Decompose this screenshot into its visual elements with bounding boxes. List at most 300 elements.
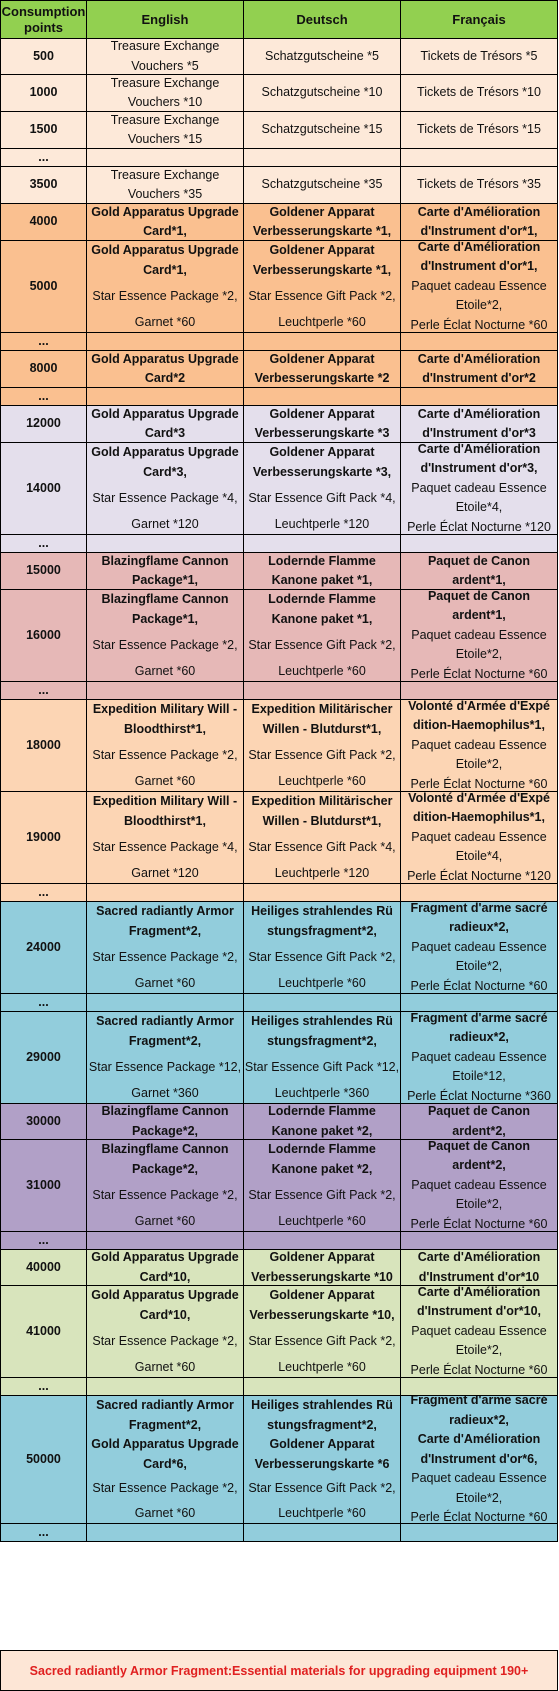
english-cell (87, 1286, 244, 1378)
deutsch-cell (244, 1250, 401, 1286)
cell-line: Garnet *120 (131, 516, 199, 531)
cell-line: Verbesserungskarte *3, (252, 464, 392, 479)
cell-line: Treasure Exchange (110, 75, 220, 90)
cell-line: Tickets de Trésors *35 (417, 177, 541, 192)
cell-line: Paquet de Canon (427, 553, 531, 568)
francais-cell (401, 1012, 558, 1104)
cell-line: Fragment*2, (128, 923, 202, 938)
cell-line: Leuchtperle *120 (274, 516, 370, 531)
cell-line: Bloodthirst*1, (124, 721, 206, 736)
cell-line: Kanone paket *2, (271, 1123, 373, 1138)
table-row (0, 204, 558, 241)
cell-line: Leuchtperle *60 (278, 1213, 366, 1228)
points-cell: 3500 (0, 167, 87, 204)
francais-cell (401, 112, 558, 149)
cell-line: Expedition Militärischer (251, 702, 393, 716)
deutsch-cell (244, 333, 401, 351)
table-row (0, 535, 558, 553)
francais-cell (401, 1524, 558, 1542)
header-english: English (87, 0, 244, 39)
deutsch-cell (244, 994, 401, 1012)
cell-line: Gold Apparatus Upgrade (91, 351, 239, 366)
cell-line: Verbesserungskarte *6 (254, 1456, 390, 1471)
cell-line: Carte d'Amélioration (417, 443, 541, 456)
deutsch-cell (244, 1012, 401, 1104)
cell-line: Treasure Exchange (110, 39, 220, 53)
cell-line: Carte d'Amélioration (417, 241, 541, 254)
cell-line: Gold Apparatus Upgrade (91, 1437, 239, 1451)
cell-line: Leuchtperle *60 (278, 1505, 366, 1520)
deutsch-cell (244, 902, 401, 994)
table-row (0, 167, 558, 204)
cell-line: d'Instrument d'or*6, (420, 1451, 538, 1466)
points-cell: 5000 (0, 241, 87, 333)
francais-cell (401, 75, 558, 112)
cell-line: Etoile*2, (455, 1343, 503, 1358)
points-cell: 1500 (0, 112, 87, 149)
cell-line: Blazingflame Cannon (101, 553, 229, 568)
cell-line: Goldener Apparat (269, 204, 375, 219)
cell-line: d'Instrument d'or*10, (416, 1304, 542, 1319)
deutsch-cell (244, 1232, 401, 1250)
points-cell: 30000 (0, 1104, 87, 1140)
cell-line: Star Essence Package *12, (88, 1059, 242, 1074)
francais-cell (401, 792, 558, 884)
cell-line: Card*3, (143, 464, 187, 479)
cell-line: Etoile*4, (455, 849, 503, 864)
cell-line: Paquet cadeau Essence (411, 480, 547, 495)
cell-line: Card*10, (139, 1307, 191, 1322)
cell-line: Expedition Military Will - (92, 794, 238, 808)
cell-line: Volonté d'Armée d'Expé (408, 792, 550, 805)
table-row (0, 39, 558, 75)
table-row (0, 553, 558, 590)
cell-line: Blazingflame Cannon (101, 592, 229, 606)
cell-line: Willen - Blutdurst*1, (262, 813, 382, 828)
points-cell: 500 (0, 39, 87, 75)
cell-line: Verbesserungskarte *2 (254, 371, 390, 385)
deutsch-cell (244, 1378, 401, 1396)
cell-line: Star Essence Package *2, (92, 637, 238, 652)
english-cell (87, 700, 244, 792)
english-cell (87, 204, 244, 241)
deutsch-cell (244, 535, 401, 553)
cell-line: Star Essence Package *2, (92, 1333, 238, 1348)
deutsch-cell (244, 1396, 401, 1524)
cell-line: Carte d'Amélioration (417, 406, 541, 421)
cell-line: d'Instrument d'or*3 (422, 426, 536, 440)
english-cell (87, 1250, 244, 1286)
english-cell (87, 1012, 244, 1104)
cell-line: Star Essence Gift Pack *2, (248, 637, 396, 652)
cell-line: Carte d'Amélioration (417, 204, 541, 219)
table-row (0, 1250, 558, 1286)
francais-cell (401, 443, 558, 535)
francais-cell (401, 1250, 558, 1286)
deutsch-cell (244, 1524, 401, 1542)
cell-line: Star Essence Package *2, (92, 288, 238, 303)
cell-line: ardent*2, (452, 1158, 506, 1173)
francais-cell (401, 204, 558, 241)
table-row (0, 590, 558, 682)
cell-line: Tickets de Trésors *15 (417, 122, 541, 137)
cell-line: Gold Apparatus Upgrade (91, 1250, 239, 1264)
cell-line: Goldener Apparat (269, 243, 375, 257)
table-row (0, 902, 558, 994)
cell-line: Carte d'Amélioration (417, 351, 541, 366)
points-cell: ... (0, 682, 87, 700)
cell-line: Tickets de Trésors *5 (420, 48, 538, 63)
english-cell (87, 39, 244, 75)
table-row (0, 75, 558, 112)
cell-line: Etoile*2, (455, 647, 503, 662)
table-row (0, 1140, 558, 1232)
deutsch-cell (244, 149, 401, 167)
cell-line: Vouchers *10 (127, 95, 203, 109)
cell-line: Paquet cadeau Essence (411, 1177, 547, 1192)
cell-line: Vouchers *15 (127, 132, 203, 146)
cell-line: stungsfragment*2, (267, 923, 377, 938)
table-row (0, 1396, 558, 1524)
cell-line: Card*10, (139, 1269, 191, 1284)
deutsch-cell (244, 443, 401, 535)
cell-line: Package*1, (131, 611, 199, 626)
table-row (0, 682, 558, 700)
table-row (0, 792, 558, 884)
cell-line: Garnet *60 (134, 1213, 196, 1228)
deutsch-cell (244, 792, 401, 884)
cell-line: Star Essence Gift Pack *2, (248, 747, 396, 762)
cell-line: Leuchtperle *60 (278, 314, 366, 329)
header-francais: Français (401, 0, 558, 39)
english-cell (87, 1378, 244, 1396)
cell-line: Paquet cadeau Essence (411, 1471, 547, 1486)
cell-line: Expedition Military Will - (92, 702, 238, 716)
cell-line: Expedition Militärischer (251, 794, 393, 808)
cell-line: ardent*2, (452, 1123, 506, 1138)
cell-line: Kanone paket *1, (271, 573, 373, 587)
cell-line: d'Instrument d'or*1, (420, 259, 538, 274)
cell-line: Verbesserungskarte *1, (252, 262, 392, 277)
points-cell: 40000 (0, 1250, 87, 1286)
table-row (0, 1286, 558, 1378)
table-row (0, 406, 558, 443)
cell-line: Package*1, (131, 573, 199, 587)
cell-line: d'Instrument d'or*3, (420, 461, 538, 476)
cell-line: Sacred radiantly Armor (96, 904, 234, 918)
cell-line: Garnet *120 (131, 865, 199, 880)
points-cell: 50000 (0, 1396, 87, 1524)
cell-line: radieux*2, (449, 1412, 509, 1427)
table-row (0, 388, 558, 406)
english-cell (87, 1396, 244, 1524)
table-row (0, 1104, 558, 1140)
cell-line: Star Essence Package *2, (92, 949, 238, 964)
points-cell: 41000 (0, 1286, 87, 1378)
table-row (0, 884, 558, 902)
points-cell: 14000 (0, 443, 87, 535)
cell-line: Star Essence Package *4, (92, 490, 238, 505)
cell-line: Perle Éclat Nocturne *120 (407, 519, 551, 534)
cell-line: Etoile*2, (455, 298, 503, 313)
cell-line: Paquet cadeau Essence (411, 278, 547, 293)
table-row (0, 1524, 558, 1542)
francais-cell (401, 1286, 558, 1378)
cell-line: Garnet *360 (131, 1085, 199, 1100)
cell-line: Willen - Blutdurst*1, (262, 721, 382, 736)
cell-line: Fragment d'arme sacré (410, 902, 548, 915)
deutsch-cell (244, 1286, 401, 1378)
table-row (0, 333, 558, 351)
cell-line: Star Essence Package *4, (92, 839, 238, 854)
points-cell: ... (0, 149, 87, 167)
cell-line: Paquet cadeau Essence (411, 829, 547, 844)
cell-line: ardent*1, (452, 608, 506, 623)
cell-line: Paquet cadeau Essence (411, 1049, 547, 1064)
cell-line: Perle Éclat Nocturne *60 (410, 776, 548, 791)
points-cell: 29000 (0, 1012, 87, 1104)
cell-line: Heiliges strahlendes Rü (251, 1398, 393, 1412)
cell-line: Card*6, (143, 1456, 187, 1471)
cell-line: Garnet *60 (134, 663, 196, 678)
cell-line: Garnet *60 (134, 1505, 196, 1520)
cell-line: Verbesserungskarte *10, (249, 1307, 395, 1322)
points-cell: 12000 (0, 406, 87, 443)
cell-line: Etoile*2, (455, 1490, 503, 1505)
table-row (0, 700, 558, 792)
cell-line: Schatzgutscheine *15 (261, 122, 383, 137)
deutsch-cell (244, 167, 401, 204)
cell-line: Verbesserungskarte *1, (252, 224, 392, 238)
francais-cell (401, 1232, 558, 1250)
cell-line: Package*2, (131, 1123, 199, 1138)
english-cell (87, 75, 244, 112)
points-cell: 18000 (0, 700, 87, 792)
francais-cell (401, 590, 558, 682)
cell-line: Star Essence Gift Pack *2, (248, 1481, 396, 1495)
cell-line: Perle Éclat Nocturne *60 (410, 1510, 548, 1524)
cell-line: Garnet *60 (134, 975, 196, 990)
cell-line: Schatzgutscheine *35 (261, 177, 383, 192)
cell-line: Goldener Apparat (269, 1288, 375, 1302)
english-cell (87, 553, 244, 590)
english-cell (87, 590, 244, 682)
deutsch-cell (244, 75, 401, 112)
points-cell: 19000 (0, 792, 87, 884)
cell-line: Goldener Apparat (269, 1250, 375, 1264)
francais-cell (401, 1140, 558, 1232)
cell-line: Paquet de Canon (427, 590, 531, 603)
francais-cell (401, 553, 558, 590)
cell-line: Sacred radiantly Armor (96, 1014, 234, 1028)
cell-line: Carte d'Amélioration (417, 1286, 541, 1299)
francais-cell (401, 700, 558, 792)
points-cell: ... (0, 535, 87, 553)
cell-line: Schatzgutscheine *5 (265, 48, 379, 63)
francais-cell (401, 39, 558, 75)
points-cell: 8000 (0, 351, 87, 388)
english-cell (87, 1104, 244, 1140)
francais-cell (401, 406, 558, 443)
cell-line: Package*2, (131, 1161, 199, 1176)
cell-line: Heiliges strahlendes Rü (251, 904, 393, 918)
english-cell (87, 1524, 244, 1542)
header-points: Consumption points (0, 0, 87, 39)
deutsch-cell (244, 39, 401, 75)
cell-line: Perle Éclat Nocturne *60 (410, 317, 548, 332)
cell-line: Treasure Exchange (110, 167, 220, 182)
table-row (0, 241, 558, 333)
footer-note: Sacred radiantly Armor Fragment:Essential materials for upgrading equipment 190+ (0, 1650, 558, 1691)
header-row (0, 0, 558, 39)
cell-line: Star Essence Gift Pack *2, (248, 1333, 396, 1348)
cell-line: Fragment d'arme sacré (410, 1012, 548, 1025)
cell-line: Verbesserungskarte *10 (251, 1269, 393, 1284)
cell-line: ardent*1, (452, 573, 506, 587)
cell-line: Gold Apparatus Upgrade (91, 406, 239, 421)
cell-line: Kanone paket *2, (271, 1161, 373, 1176)
cell-line: Perle Éclat Nocturne *60 (410, 666, 548, 681)
francais-cell (401, 535, 558, 553)
cell-line: Leuchtperle *60 (278, 975, 366, 990)
points-cell: 16000 (0, 590, 87, 682)
points-cell: ... (0, 388, 87, 406)
english-cell (87, 994, 244, 1012)
francais-cell (401, 902, 558, 994)
table-row (0, 994, 558, 1012)
francais-cell (401, 333, 558, 351)
deutsch-cell (244, 351, 401, 388)
cell-line: Carte d'Amélioration (417, 1250, 541, 1264)
cell-line: dition-Haemophilus*1, (413, 718, 545, 733)
cell-line: Paquet de Canon (427, 1140, 531, 1153)
english-cell (87, 1140, 244, 1232)
cell-line: Star Essence Gift Pack *4, (248, 490, 396, 505)
cell-line: Gold Apparatus Upgrade (91, 204, 239, 219)
cell-line: Star Essence Gift Pack *2, (248, 1187, 396, 1202)
cell-line: stungsfragment*2, (267, 1033, 377, 1048)
cell-line: Card*1, (143, 224, 187, 238)
table-row (0, 351, 558, 388)
points-cell: 4000 (0, 204, 87, 241)
cell-line: Card*2 (144, 371, 186, 385)
deutsch-cell (244, 884, 401, 902)
cell-line: Perle Éclat Nocturne *60 (410, 978, 548, 993)
points-cell: 24000 (0, 902, 87, 994)
cell-line: Perle Éclat Nocturne *60 (410, 1362, 548, 1377)
francais-cell (401, 388, 558, 406)
francais-cell (401, 351, 558, 388)
cell-line: Lodernde Flamme (268, 553, 376, 568)
table-row (0, 443, 558, 535)
cell-line: Paquet de Canon (427, 1104, 531, 1118)
points-cell: ... (0, 333, 87, 351)
english-cell (87, 149, 244, 167)
table-row (0, 112, 558, 149)
deutsch-cell (244, 590, 401, 682)
cell-line: Treasure Exchange (110, 112, 220, 127)
cell-line: Star Essence Package *2, (92, 747, 238, 762)
cell-line: Paquet cadeau Essence (411, 1323, 547, 1338)
cell-line: Etoile*2, (455, 757, 503, 772)
english-cell (87, 884, 244, 902)
deutsch-cell (244, 682, 401, 700)
cell-line: Tickets de Trésors *10 (417, 85, 541, 100)
deutsch-cell (244, 1104, 401, 1140)
cell-line: Bloodthirst*1, (124, 813, 206, 828)
francais-cell (401, 1378, 558, 1396)
cell-line: d'Instrument d'or*10 (418, 1269, 540, 1284)
english-cell (87, 443, 244, 535)
cell-line: Leuchtperle *360 (274, 1085, 370, 1100)
english-cell (87, 351, 244, 388)
cell-line: Schatzgutscheine *10 (261, 85, 383, 100)
english-cell (87, 535, 244, 553)
francais-cell (401, 241, 558, 333)
cell-line: Garnet *60 (134, 314, 196, 329)
cell-line: Star Essence Gift Pack *12, (244, 1059, 400, 1074)
cell-line: Star Essence Package *2, (92, 1187, 238, 1202)
points-cell: ... (0, 1524, 87, 1542)
cell-line: radieux*2, (449, 1030, 509, 1045)
english-cell (87, 112, 244, 149)
english-cell (87, 792, 244, 884)
francais-cell (401, 1104, 558, 1140)
deutsch-cell (244, 112, 401, 149)
francais-cell (401, 884, 558, 902)
cell-line: Paquet cadeau Essence (411, 737, 547, 752)
table-row (0, 1012, 558, 1104)
cell-line: Star Essence Gift Pack *4, (248, 839, 396, 854)
deutsch-cell (244, 1140, 401, 1232)
cell-line: Leuchtperle *60 (278, 1359, 366, 1374)
deutsch-cell (244, 700, 401, 792)
points-cell: ... (0, 884, 87, 902)
cell-line: Star Essence Gift Pack *2, (248, 949, 396, 964)
cell-line: Heiliges strahlendes Rü (251, 1014, 393, 1028)
points-cell: 31000 (0, 1140, 87, 1232)
english-cell (87, 1232, 244, 1250)
english-cell (87, 682, 244, 700)
cell-line: Lodernde Flamme (268, 1142, 376, 1156)
deutsch-cell (244, 204, 401, 241)
english-cell (87, 241, 244, 333)
cell-line: Etoile*2, (455, 959, 503, 974)
header-deutsch: Deutsch (244, 0, 401, 39)
cell-line: Blazingflame Cannon (101, 1104, 229, 1118)
table-row (0, 149, 558, 167)
points-cell: ... (0, 1232, 87, 1250)
table-row (0, 1378, 558, 1396)
english-cell (87, 406, 244, 443)
cell-line: Star Essence Gift Pack *2, (248, 288, 396, 303)
cell-line: Volonté d'Armée d'Expé (408, 700, 550, 713)
english-cell (87, 902, 244, 994)
english-cell (87, 167, 244, 204)
points-cell: ... (0, 994, 87, 1012)
deutsch-cell (244, 406, 401, 443)
cell-line: Lodernde Flamme (268, 1104, 376, 1118)
cell-line: Perle Éclat Nocturne *360 (407, 1088, 551, 1103)
cell-line: Goldener Apparat (269, 1437, 375, 1451)
cell-line: Garnet *60 (134, 1359, 196, 1374)
deutsch-cell (244, 388, 401, 406)
english-cell (87, 333, 244, 351)
cell-line: Carte d'Amélioration (417, 1432, 541, 1447)
cell-line: Vouchers *35 (127, 187, 203, 201)
francais-cell (401, 994, 558, 1012)
english-cell (87, 388, 244, 406)
